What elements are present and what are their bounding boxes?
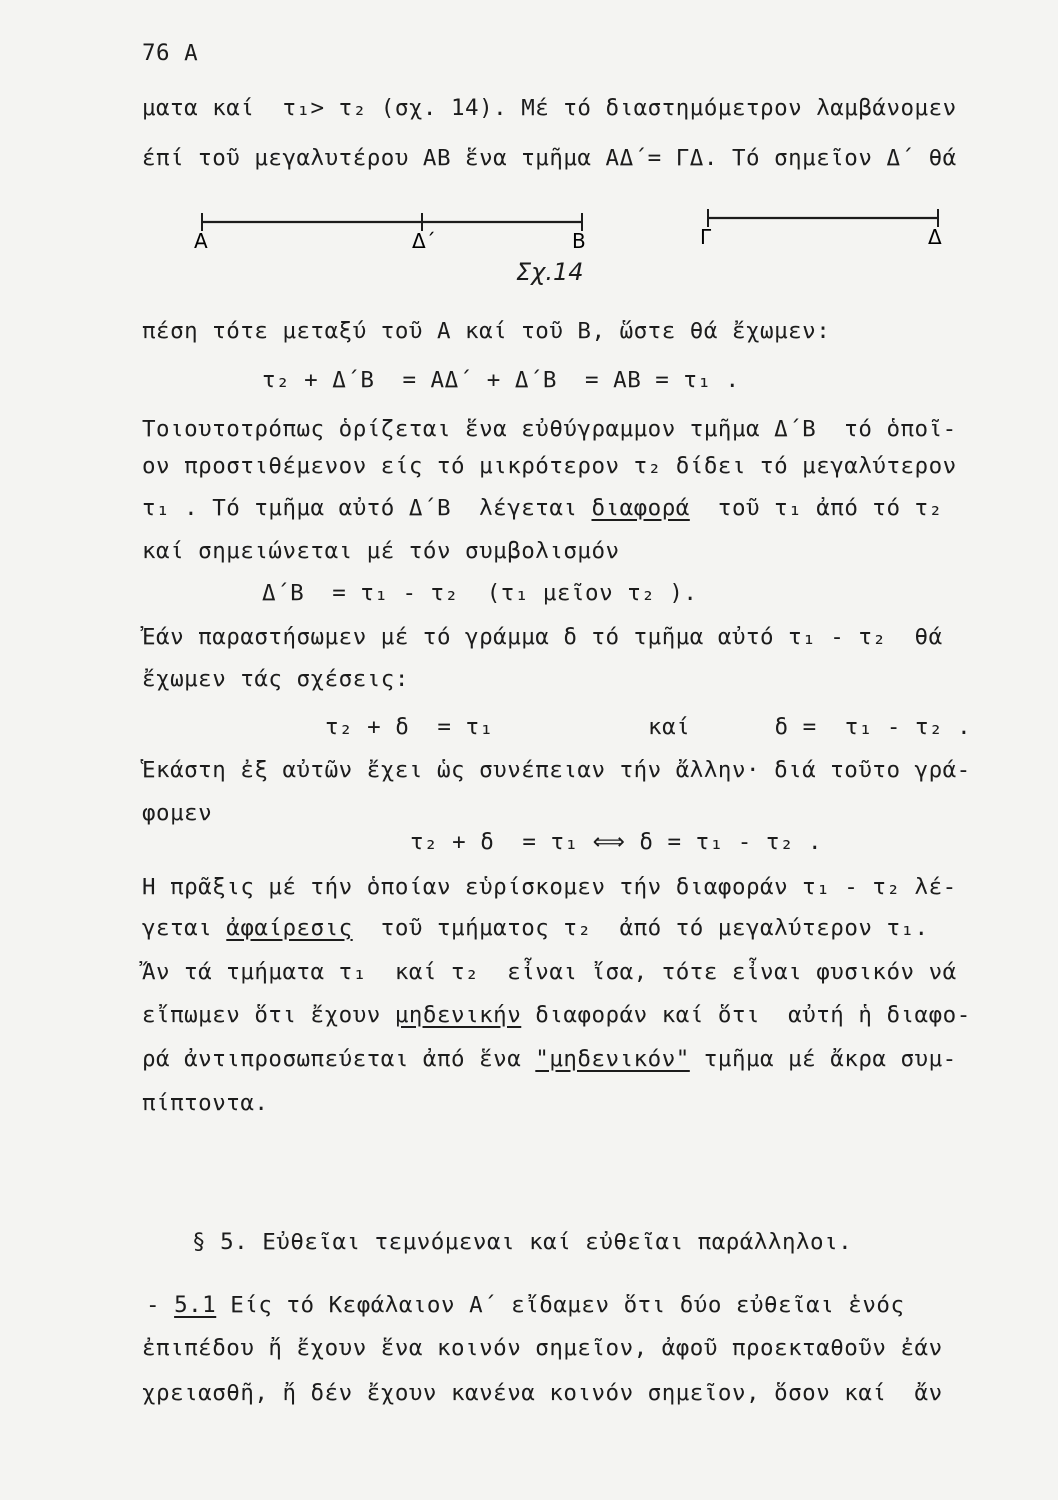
term-zero-segment: "μηδενικόν" (535, 1046, 690, 1072)
text-span: ρά ἀντιπροσωπεύεται ἀπό ἕνα (142, 1046, 536, 1072)
text-line: χρειασθῆ, ἤ δέν ἔχουν κανένα κοινόν σημεῖον, ὅσον καί ἄν (142, 1380, 943, 1406)
text-span: Είς τό Κεφάλαιον Α΄ εἴδαμεν ὅτι δύο εὐθεῖαι ἑνός (216, 1292, 905, 1318)
label-d-prime: Δ΄ (412, 229, 436, 253)
term-difference: διαφορά (591, 495, 690, 521)
text-line (142, 1000, 971, 1030)
text-line: Η πρᾶξις μέ τήν ὁποίαν εὑρίσκομεν τήν διαφοράν τ₁ - τ₂ λέ- (142, 874, 957, 900)
label-a: Α (194, 229, 208, 253)
term-zero: μηδενικήν (394, 1002, 522, 1028)
text-line (146, 1290, 905, 1320)
text-line (142, 493, 943, 523)
text-line (142, 913, 929, 943)
text-line: έπί τοῦ μεγαλυτέρου ΑΒ ἕνα τμῆμα ΑΔ΄= ΓΔ. Τό σημεῖον Δ΄ θά (142, 145, 957, 171)
text-line: πίπτοντα. (142, 1090, 269, 1116)
text-span: γεται (142, 915, 227, 941)
text-span: τοῦ τ₁ ἀπό τό τ₂ (689, 495, 943, 521)
text-line: Ἐάν παραστήσωμεν μέ τό γράμμα δ τό τμῆμα αὐτό τ₁ - τ₂ θά (142, 624, 943, 650)
text-line: Τοιουτοτρόπως ὁρίζεται ἕνα εὐθύγραμμον τμῆμα Δ΄Β τό ὁποῖ- (142, 416, 957, 442)
text-line: ἐπιπέδου ἤ ἔχουν ἕνα κοινόν σημεῖον, ἀφοῦ προεκταθοῦν ἐάν (142, 1335, 943, 1361)
term-subtraction: ἀφαίρεσις (226, 915, 353, 941)
section-heading: § 5. Εὐθεῖαι τεμνόμεναι καί εὐθεῖαι παράλληλοι. (192, 1229, 853, 1255)
text-span: τμῆμα μέ ἄκρα συμ- (689, 1046, 957, 1072)
text-line: ον προστιθέμενον είς τό μικρότερον τ₂ δίδει τό μεγαλύτερον (142, 453, 957, 479)
text-line: πέση τότε μεταξύ τοῦ Α καί τοῦ Β, ὥστε θά ἔχωμεν: (142, 318, 831, 344)
text-line: φομεν (142, 800, 213, 826)
label-b: Β (572, 229, 586, 253)
text-line: ἔχωμεν τάς σχέσεις: (142, 666, 409, 692)
text-span: διαφοράν καί ὅτι αὐτή ἡ διαφο- (521, 1002, 971, 1028)
text-line: Ἄν τά τμήματα τ₁ καί τ₂ εἶναι ἴσα, τότε εἶναι φυσικόν νά (142, 959, 957, 985)
text-line: Ἑκάστη ἐξ αὐτῶν ἔχει ὡς συνέπειαν τήν ἄλλην· διά τοῦτο γρά- (142, 757, 971, 783)
figure-caption: Σχ.14 (516, 258, 584, 286)
text-span: - (146, 1292, 175, 1318)
text-span: τοῦ τμήματος τ₂ ἀπό τό μεγαλύτερον τ₁. (352, 915, 929, 941)
equation: τ₂ + δ = τ₁ καί δ = τ₁ - τ₂ . (325, 714, 972, 740)
equation: Δ΄Β = τ₁ - τ₂ (τ₁ μεῖον τ₂ ). (262, 580, 698, 606)
text-span: εἴπωμεν ὅτι ἔχουν (142, 1002, 395, 1028)
equation: τ₂ + δ = τ₁ ⟺ δ = τ₁ - τ₂ . (410, 829, 823, 855)
text-span: τ₁ . Τό τμῆμα αὐτό Δ΄Β λέγεται (142, 495, 592, 521)
subsection-number: 5.1 (174, 1292, 217, 1318)
text-line: ματα καί τ₁> τ₂ (σχ. 14). Μέ τό διαστημόμετρον λαμβάνομεν (142, 95, 957, 121)
page-number: 76 Α (142, 40, 199, 66)
label-d: Δ (928, 225, 942, 249)
text-line (142, 1044, 957, 1074)
label-g: Γ (700, 225, 712, 249)
text-line: καί σημειώνεται μέ τόν συμβολισμόν (142, 538, 620, 564)
equation: τ₂ + Δ΄Β = ΑΔ΄ + Δ΄Β = ΑΒ = τ₁ . (262, 367, 740, 393)
